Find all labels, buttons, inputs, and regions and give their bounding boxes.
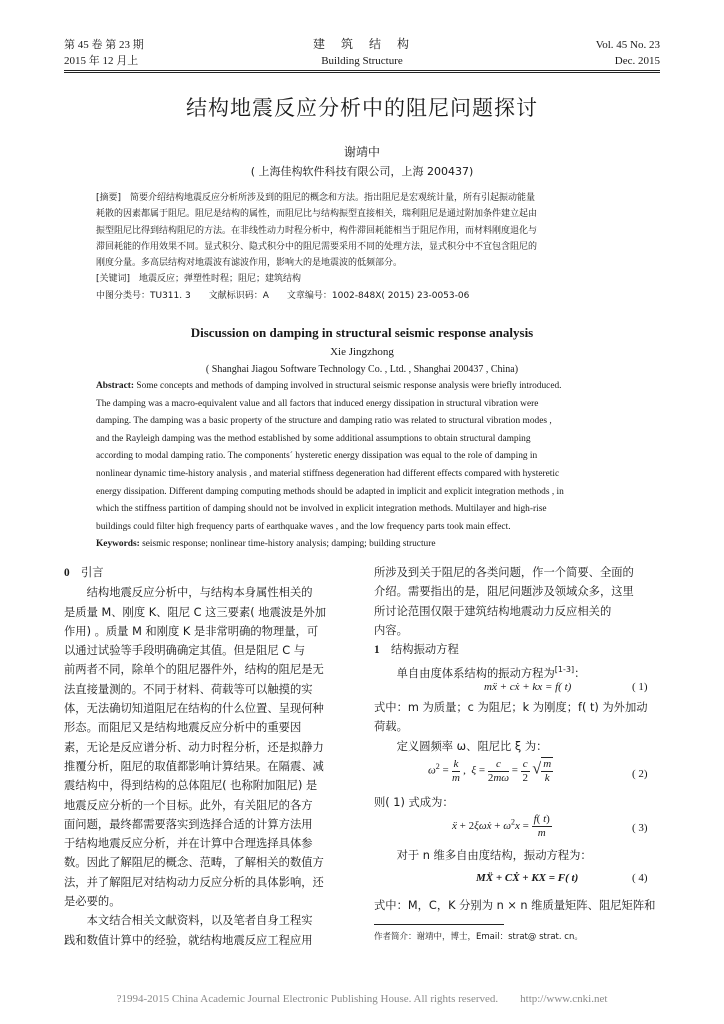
- equation-1-number: ( 1): [632, 681, 648, 693]
- keywords-en-value: seismic response; nonlinear time-history analysis; damping; building structure: [142, 539, 436, 550]
- section-0-title: 引言: [80, 566, 104, 579]
- intro-line-5: 前两者不同，除单个的阻尼器件外，结构的阻尼是无: [64, 663, 324, 677]
- intro-line-9: 素，无论是反应谱分析、动力时程分析，还是拟静力: [64, 740, 324, 754]
- abstract-en-line-1: Abstract: Some concepts and methods of damping involved in structural seismic response analysis were briefly introduced.: [96, 381, 562, 391]
- abstract-cn-line-1: [摘要] 简要介绍结构地震反应分析所涉及到的阻尼的概念和方法。指出阻尼是宏观统计量，所有引起振动能量: [96, 193, 536, 203]
- abstract-en: [96, 378, 662, 554]
- journal-name-en: Building Structure: [321, 55, 403, 67]
- intro-line-19: 践和数值计算中的经验，就结构地震反应工程应用: [64, 933, 313, 947]
- section-0-number: 0: [64, 567, 70, 579]
- intro-line-4: 以通过试验等手段明确确定其值。但是阻尼 C 与: [64, 644, 306, 658]
- eq1-desc-line-1: 式中：m 为质量；c 为阻尼；k 为刚度；f( t) 为外加动: [374, 701, 648, 714]
- intro-line-16: 法，并了解阻尼对结构动力反应分析的具体影响，还: [64, 875, 324, 889]
- section-1-heading: [374, 640, 664, 660]
- intro-line-14: 于结构地震反应分析，并在计算中合理选择具体参: [64, 837, 313, 851]
- intro-line-6: 法直接量测的。不同于材料、荷载等可以触摸的实: [64, 682, 313, 696]
- sdof-intro: 单自由度体系结构的振动方程为[1-3]：: [396, 665, 586, 681]
- article-title: 结构地震反应分析中的阻尼问题探讨: [186, 96, 538, 120]
- header-rule-top: [64, 70, 660, 71]
- author-note: 作者简介：谢靖中，博士，Email：strat@ strat. cn。: [374, 932, 583, 942]
- intro-line-10: 推覆分析，阻尼的取值都影响计算结果。在隔震、减: [64, 759, 324, 773]
- author-affiliation-en: ( Shanghai Jiagou Software Technology Co. , Ltd. , Shanghai 200437 , China): [205, 364, 519, 375]
- abstract-cn-label: [摘要]: [96, 193, 122, 203]
- keywords-cn: [96, 271, 662, 287]
- equation-3: ẍ + 2ξωẋ + $\omega^2x$ = $\frac{f( t)}{m}$: [452, 813, 550, 839]
- intro-line-17: 是必要的。: [64, 895, 121, 909]
- keywords-en: [96, 536, 662, 554]
- eq1-description: [374, 698, 664, 756]
- intro-line-8: 形态。而阻尼又是结构地震反应分析中的重要因: [64, 721, 302, 735]
- footnote-rule: [374, 924, 504, 925]
- journal-volume-cn: 第 45 卷 第 23 期: [64, 39, 144, 51]
- equation-1: mẍ + cẋ + kx = f( t): [484, 681, 572, 693]
- volume-en: Vol. 45 No. 23: [595, 39, 660, 51]
- intro-line-3: 作用) 。质量 M 和刚度 K 是非常明确的物理量，可: [64, 624, 319, 638]
- abstract-en-line-7: energy dissipation. Different damping computing methods should be adapted in implicit and explicit integration methods , in: [96, 486, 564, 497]
- eq1-desc-line-2: 荷载。: [374, 720, 408, 734]
- author-name: 谢靖中: [343, 145, 380, 159]
- intro-cont-line-3: 所讨论范围仅限于建筑结构地震动力反应相关的: [374, 604, 612, 618]
- equation-2-number: ( 2): [632, 768, 648, 780]
- equation-2: $\omega^2$ = $\frac{k}{m}$ , ξ = $\frac{c}{2m\omega}$ = $\frac{c}{2}$ √ $\frac{m}{k}$: [428, 757, 552, 784]
- section-1-title: 结构振动方程: [390, 643, 459, 657]
- section-0-heading: [64, 563, 354, 583]
- journal-name-cn: 建 筑 结 构: [312, 37, 411, 51]
- then-text: 则( 1) 式成为：: [374, 796, 454, 809]
- abstract-en-line-3: damping. The damping was a basic property of the structure and damping ratio was related to structural vibration modes ,: [96, 416, 552, 427]
- abstract-en-line-8: which the stiffness partition of damping should not be involved in explicit integration methods. Multilayer and high-rise: [96, 504, 547, 515]
- abstract-en-line-2: The damping was a macro-equivalent value and all factors that induced energy dissipation in structural vibration were: [96, 398, 539, 409]
- abstract-en-line-5: according to modal damping ratio. The components´ hysteretic energy dissipation was equal to the role of damping in: [96, 451, 538, 462]
- intro-line-18: 本文结合相关文献资料，以及笔者自身工程实: [64, 914, 313, 928]
- intro-line-2: 是质量 M、刚度 K、阻尼 C 这三要素( 地震波是外加: [64, 605, 327, 619]
- article-title-en: Discussion on damping in structural seismic response analysis: [190, 325, 534, 340]
- copyright-footer: ?1994-2015 China Academic Journal Electronic Publishing House. All rights reserved. http://www.cnki.net: [116, 993, 608, 1005]
- intro-line-12: 地震反应分析的一个目标。此外，有关阻尼的各方: [64, 798, 313, 812]
- abstract-cn-line-5: 刚度分量。多高层结构对地震波有滤波作用，影响大的是地震波的低频部分。: [96, 258, 403, 269]
- intro-line-13: 面问题，最终都需要落实到选择合适的计算方法用: [64, 817, 313, 831]
- abstract-cn-line-2: 耗散的因素都属于阻尼。阻尼是结构的属性，而阻尼比与结构振型直接相关，瑞利阻尼是通过附加条件建立起由: [96, 209, 538, 220]
- abstract-cn: [96, 190, 662, 304]
- author-affiliation: ( 上海佳构软件科技有限公司，上海 200437): [250, 165, 474, 178]
- abstract-en-line-9: buildings could filter high frequency parts of earthquake waves , and the low frequency parts took main effect.: [96, 521, 511, 532]
- intro-line-11: 震结构中，得到结构的总体阻尼( 也称附加阻尼) 是: [64, 779, 318, 793]
- journal-date-cn: 2015 年 12 月上: [64, 55, 139, 67]
- equation-3-number: ( 3): [632, 822, 648, 834]
- intro-cont-line-2: 介绍。需要指出的是，阻尼问题涉及领域众多，这里: [374, 585, 634, 599]
- abstract-en-line-4: and the Rayleigh damping was the method established by some additional assumptions to obtain structural damping: [96, 433, 531, 444]
- author-name-en: Xie Jingzhong: [330, 346, 394, 358]
- mdof-text: 对于 n 维多自由度结构，振动方程为：: [396, 849, 592, 862]
- intro-cont-line-1: 所涉及到关于阻尼的各类问题，作一个简要、全面的: [374, 566, 634, 579]
- keywords-en-label: Keywords:: [96, 539, 140, 550]
- definition-line: 定义圆频率 ω、阻尼比 ξ 为：: [396, 739, 548, 753]
- section-1-number: 1: [374, 644, 380, 657]
- right-column-top: [374, 563, 664, 684]
- abstract-en-label: Abstract:: [96, 381, 135, 391]
- classification-info: 中图分类号：TU311. 3 文献标识码：A 文章编号：1002-848X( 2015) 23-0053-06: [96, 290, 470, 301]
- keywords-cn-value: 地震反应；弹塑性时程；阻尼；建筑结构: [139, 274, 302, 285]
- intro-cont-line-4: 内容。: [374, 623, 408, 637]
- keywords-cn-label: [关键词]: [96, 274, 131, 285]
- left-column: [64, 563, 354, 950]
- header-rule-bottom: [64, 72, 660, 73]
- equation-4: MẌ + CẊ + KX = F( t): [476, 872, 579, 884]
- intro-line-1: 结构地震反应分析中，与结构本身属性相关的: [64, 586, 313, 600]
- intro-line-15: 数。因此了解阻尼的概念、范畴，了解相关的数值方: [64, 856, 324, 870]
- matrix-description: 式中：M，C，K 分别为 n × n 维质量矩阵、阻尼矩阵和: [374, 899, 656, 912]
- citation-ref: [1-3]: [554, 665, 575, 675]
- abstract-cn-line-3: 振型阻尼比得到结构阻尼的方法。在非线性动力时程分析中，构件滞回耗能相当于阻尼作用，而材料刚度退化与: [96, 225, 538, 236]
- equation-4-number: ( 4): [632, 872, 648, 884]
- abstract-en-line-6: nonlinear dynamic time-history analysis , and material stiffness degeneration had different effects compared with hysteretic: [96, 468, 560, 479]
- intro-line-7: 体，无法确切知道阻尼在结构的什么位置、呈现何种: [64, 702, 324, 716]
- abstract-cn-line-4: 滞回耗能的作用效果不同。显式积分、隐式积分中的阻尼需要采用不同的处理方法，显式积分中不宜包含阻尼的: [96, 241, 538, 252]
- date-en: Dec. 2015: [614, 55, 660, 67]
